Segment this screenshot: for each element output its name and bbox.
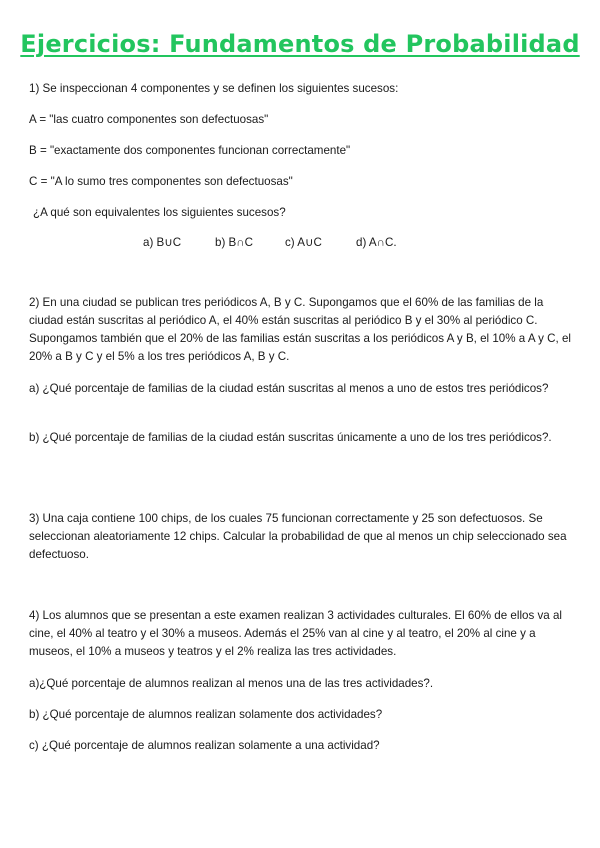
ex1-op-b: b) B∩C [215,236,253,249]
ex3-statement: 3) Una caja contiene 100 chips, de los cuales 75 funcionan correctamente y 25 son defectuosos. Se seleccionan aleatoriamente 12 chips. Calcular la probabilidad de que al menos un chip seleccionado sea defectuoso. [29,512,567,561]
ex4-question-b: b) ¿Qué porcentaje de alumnos realizan solamente dos actividades? [29,708,383,721]
ex4-statement: 4) Los alumnos que se presentan a este examen realizan 3 actividades culturales. El 60% de ellos va al cine, el 40% al teatro y el 30% a museos. Además el 25% van al cine y al teatro, el 20% al cine y a museos, el 10% a museos y teatros y el 2% realiza las tres actividades. [29,609,562,658]
ex1-question: ¿A qué son equivalentes los siguientes sucesos? [33,206,286,219]
ex1-intro: 1) Se inspeccionan 4 componentes y se definen los siguientes sucesos: [29,82,399,95]
ex2-question-b: b) ¿Qué porcentaje de familias de la ciudad están suscritas únicamente a uno de los tres periódicos?. [29,431,552,444]
ex4-question-a: a)¿Qué porcentaje de alumnos realizan al menos una de las tres actividades?. [29,677,434,690]
ex1-op-c: c) A∪C [285,236,322,249]
ex1-op-a: a) B∪C [143,236,182,249]
ex1-event-a: A = "las cuatro componentes son defectuosas" [29,113,269,126]
ex4-question-c: c) ¿Qué porcentaje de alumnos realizan solamente a una actividad? [29,739,380,752]
page-title: Ejercicios: Fundamentos de Probabilidad [20,30,580,58]
ex1-event-b: B = "exactamente dos componentes funcionan correctamente" [29,144,351,157]
ex1-event-c: C = "A lo sumo tres componentes son defectuosas" [29,175,293,188]
ex1-op-d: d) A∩C. [356,236,397,249]
ex2-question-a: a) ¿Qué porcentaje de familias de la ciudad están suscritas al menos a uno de estos tres periódicos? [29,382,549,395]
ex2-statement: 2) En una ciudad se publican tres periódicos A, B y C. Supongamos que el 60% de las familias de la ciudad están suscritas al periódico A, el 40% están suscritas al periódico B y el 30% al periódico C. Supongamos también que el 20% de las familias están suscritas a los periódicos A y B, el 10% a A y C, el 20% a B y C y el 5% a los tres periódicos A, B y C. [29,296,571,363]
